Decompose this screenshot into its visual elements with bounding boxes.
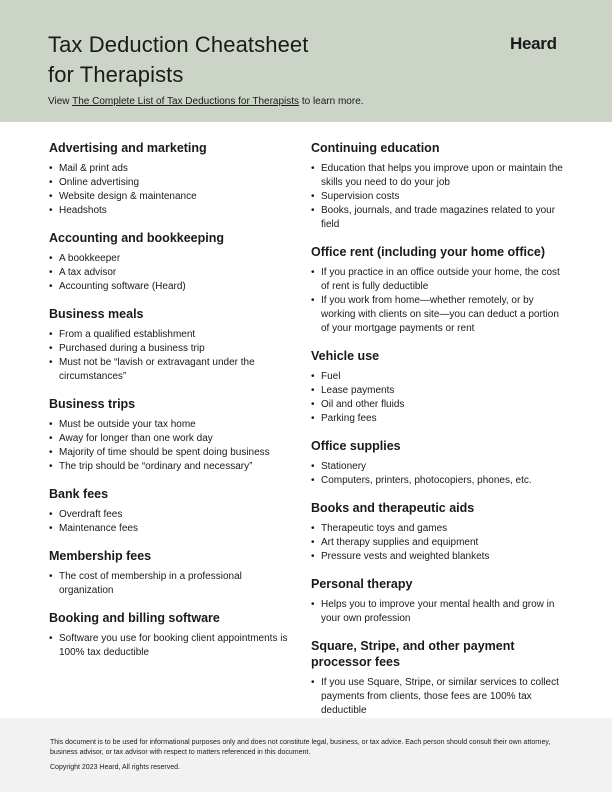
list-item: • The trip should be “ordinary and necessary” <box>49 460 289 474</box>
list-item: • If you practice in an office outside your home, the cost of rent is fully deductible <box>311 266 567 294</box>
section-list <box>49 162 289 218</box>
list-item: • Purchased during a business trip <box>49 342 289 356</box>
list-item: • Art therapy supplies and equipment <box>311 536 567 550</box>
list-item: • Accounting software (Heard) <box>49 280 289 294</box>
section-list <box>311 460 567 488</box>
copyright: Copyright 2023 Heard, All rights reserved. <box>50 764 180 771</box>
list-item: • Must not be “lavish or extravagant under the circumstances” <box>49 356 289 384</box>
deduction-section <box>49 610 289 660</box>
deduction-section <box>311 638 567 718</box>
section-list <box>311 370 567 426</box>
section-list <box>311 598 567 626</box>
list-item: • Lease payments <box>311 384 567 398</box>
section-title: Business meals <box>49 307 144 321</box>
deduction-section <box>311 348 567 426</box>
section-title: Personal therapy <box>311 577 413 591</box>
deduction-section <box>311 438 567 488</box>
deduction-section <box>311 140 567 232</box>
disclaimer: This document is to be used for informational purposes only and does not constitute legal, business, or tax advice. Each person should consult their own attorney, business advisor, or tax advisor with respect to matters referenced in this document. <box>50 739 551 756</box>
deduction-section <box>311 576 567 626</box>
section-list <box>49 508 289 536</box>
view-prefix: View <box>48 96 73 107</box>
deduction-section <box>49 306 289 384</box>
deduction-section <box>49 140 289 218</box>
page-title <box>48 30 308 90</box>
section-title: Office rent (including your home office) <box>311 245 546 259</box>
list-item: • Online advertising <box>49 176 289 190</box>
list-item: • The cost of membership in a professional organization <box>49 570 289 598</box>
list-item: • Pressure vests and weighted blankets <box>311 550 567 564</box>
title-line-2: for Therapists <box>48 62 184 87</box>
section-list <box>49 252 289 294</box>
section-title: Bank fees <box>49 487 109 501</box>
list-item: • Overdraft fees <box>49 508 289 522</box>
left-column <box>49 140 289 660</box>
list-item: • Maintenance fees <box>49 522 289 536</box>
list-item: • Must be outside your tax home <box>49 418 289 432</box>
list-item: • A tax advisor <box>49 266 289 280</box>
section-title: Vehicle use <box>311 349 380 363</box>
list-item: • Headshots <box>49 204 289 218</box>
section-list <box>49 632 289 660</box>
list-item: • If you use Square, Stripe, or similar services to collect payments from clients, those fees are 100% tax deductible <box>311 676 567 718</box>
list-item: • A bookkeeper <box>49 252 289 266</box>
list-item: • Computers, printers, photocopiers, phones, etc. <box>311 474 567 488</box>
list-item: • Website design & maintenance <box>49 190 289 204</box>
list-item: • Fuel <box>311 370 567 384</box>
section-title: Square, Stripe, and other payment processor fees <box>311 639 515 669</box>
view-suffix: to learn more. <box>299 96 364 107</box>
list-item: • Helps you to improve your mental health and grow in your own profession <box>311 598 567 626</box>
list-item: • Supervision costs <box>311 190 567 204</box>
list-item: • From a qualified establishment <box>49 328 289 342</box>
list-item: • Parking fees <box>311 412 567 426</box>
section-list <box>311 676 567 718</box>
view-line <box>48 96 364 107</box>
list-item: • Oil and other fluids <box>311 398 567 412</box>
section-title: Membership fees <box>49 549 152 563</box>
section-list <box>49 328 289 384</box>
section-title: Business trips <box>49 397 136 411</box>
list-item: • Mail & print ads <box>49 162 289 176</box>
section-title: Office supplies <box>311 439 401 453</box>
deductions-list-link[interactable]: The Complete List of Tax Deductions for Therapists <box>72 96 300 107</box>
list-item: • Books, journals, and trade magazines related to your field <box>311 204 567 232</box>
title-line-1: Tax Deduction Cheatsheet <box>48 32 309 57</box>
heard-logo: Heard <box>510 34 557 53</box>
section-list <box>311 522 567 564</box>
list-item: • Software you use for booking client appointments is 100% tax deductible <box>49 632 289 660</box>
section-list <box>49 418 289 474</box>
deduction-section <box>49 230 289 294</box>
section-title: Continuing education <box>311 141 440 155</box>
right-column <box>311 140 567 718</box>
list-item: • If you work from home—whether remotely, or by working with clients on site—you can deduct a portion of your mortgage payments or rent <box>311 294 567 336</box>
list-item: • Therapeutic toys and games <box>311 522 567 536</box>
section-title: Books and therapeutic aids <box>311 501 475 515</box>
deduction-section <box>49 548 289 598</box>
section-list <box>311 162 567 232</box>
deduction-section <box>311 244 567 336</box>
deduction-section <box>311 500 567 564</box>
deduction-section <box>49 396 289 474</box>
section-title: Accounting and bookkeeping <box>49 231 225 245</box>
section-title: Advertising and marketing <box>49 141 207 155</box>
deduction-section <box>49 486 289 536</box>
list-item: • Education that helps you improve upon or maintain the skills you need to do your job <box>311 162 567 190</box>
section-list <box>311 266 567 336</box>
section-list <box>49 570 289 598</box>
list-item: • Stationery <box>311 460 567 474</box>
section-title: Booking and billing software <box>49 611 220 625</box>
list-item: • Majority of time should be spent doing business <box>49 446 289 460</box>
list-item: • Away for longer than one work day <box>49 432 289 446</box>
